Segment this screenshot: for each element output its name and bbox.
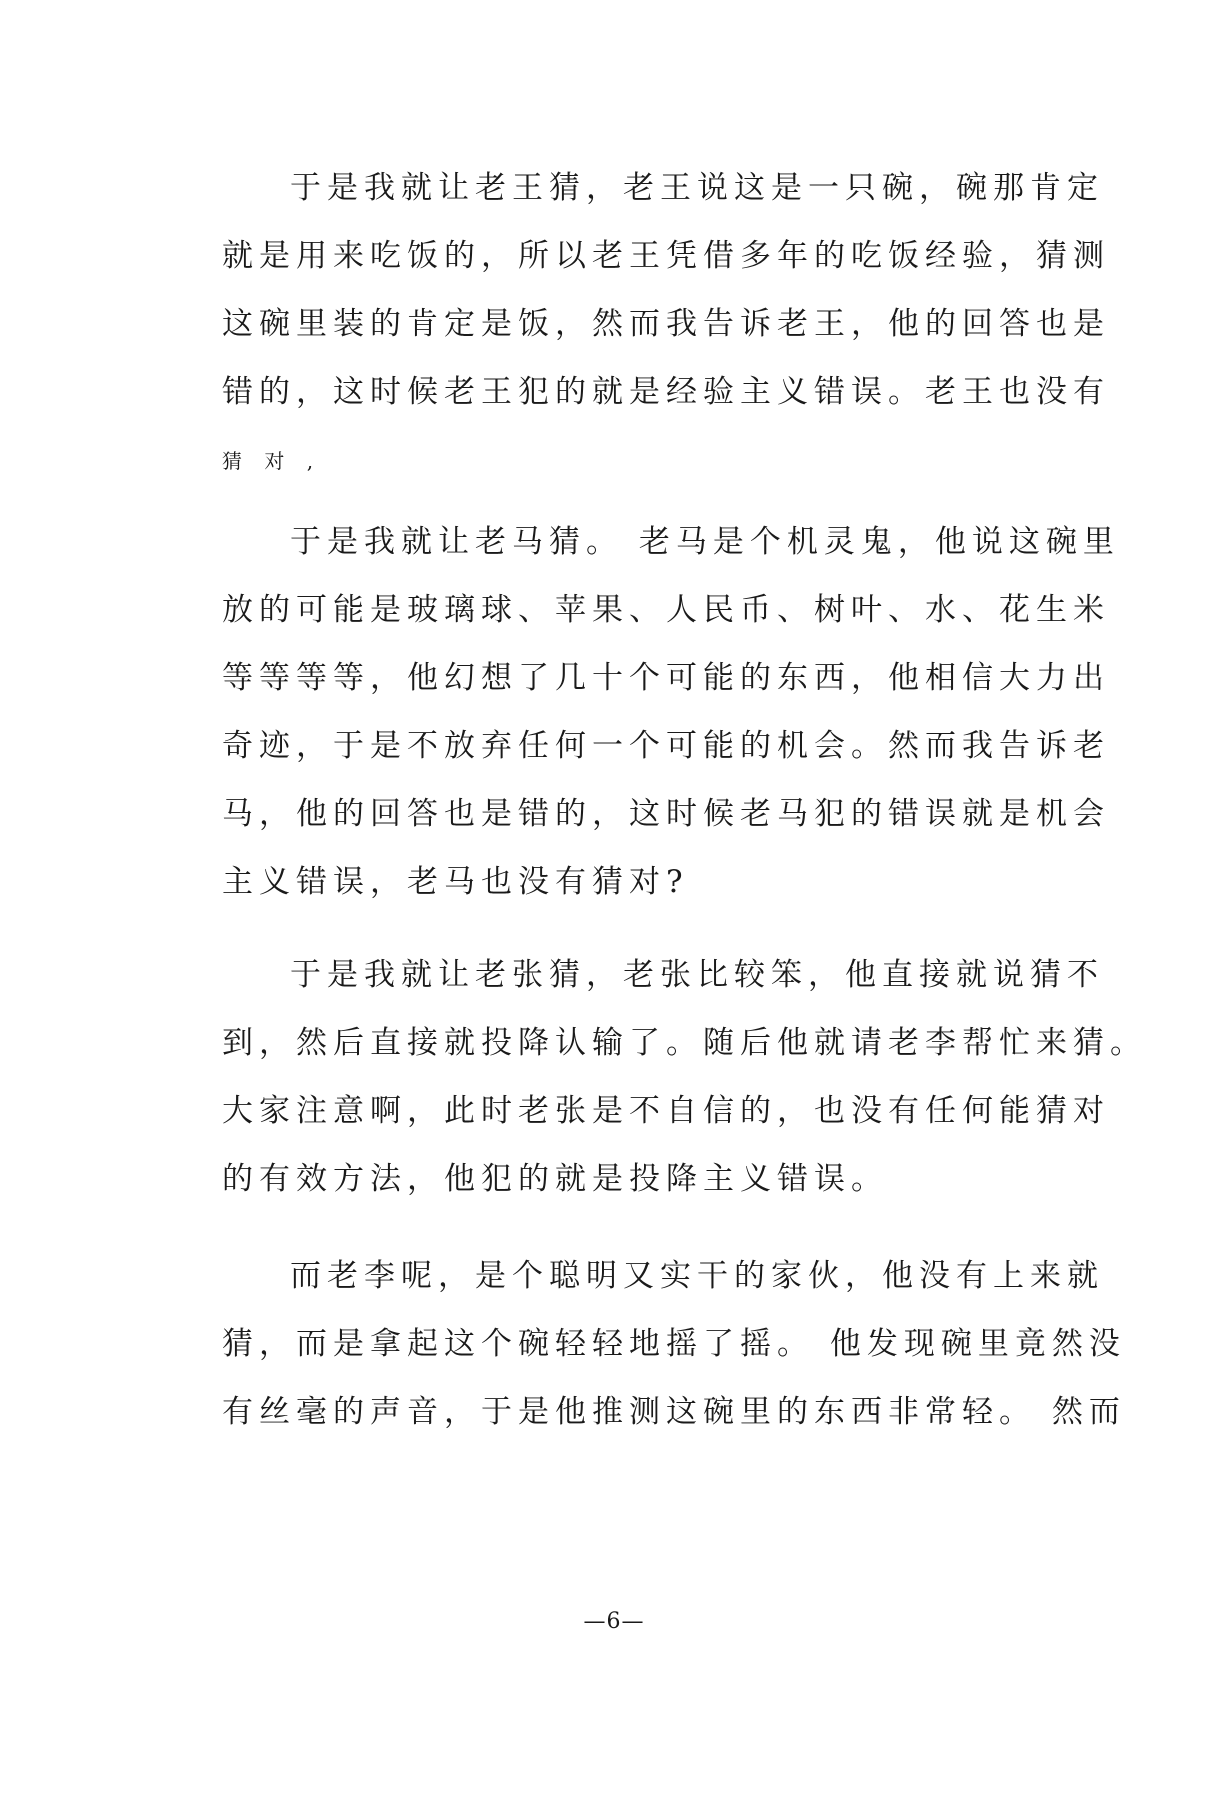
paragraph-2-line-2: 放的可能是玻璃球、苹果、人民币、树叶、水、花生米 [222, 592, 1110, 628]
paragraph-2-line-6: 主义错误，老马也没有猜对? [222, 864, 689, 900]
paragraph-3-line-3: 大家注意啊，此时老张是不自信的，也没有任何能猜对 [222, 1093, 1110, 1129]
page-number: —6— [583, 1609, 645, 1634]
paragraph-3-line-4: 的有效方法，他犯的就是投降主义错误。 [222, 1161, 888, 1197]
paragraph-2-line-3: 等等等等，他幻想了几十个可能的东西，他相信大力出 [222, 660, 1110, 696]
paragraph-4-line-1: 而老李呢，是个聪明又实干的家伙，他没有上来就 [290, 1258, 1104, 1294]
paragraph-1-line-5: 猜 对 , [222, 449, 322, 473]
paragraph-1-line-2: 就是用来吃饭的，所以老王凭借多年的吃饭经验，猜测 [222, 238, 1110, 274]
paragraph-2-line-1: 于是我就让老马猜。 老马是个机灵鬼，他说这碗里 [290, 524, 1120, 560]
paragraph-2-line-5: 马，他的回答也是错的，这时候老马犯的错误就是机会 [222, 796, 1110, 832]
paragraph-1-line-4: 错的，这时候老王犯的就是经验主义错误。老王也没有 [222, 374, 1110, 410]
paragraph-1-line-1: 于是我就让老王猜，老王说这是一只碗，碗那肯定 [290, 170, 1104, 206]
paragraph-3-line-2: 到，然后直接就投降认输了。随后他就请老李帮忙来猜。 [222, 1025, 1147, 1061]
paragraph-3-line-1: 于是我就让老张猜，老张比较笨，他直接就说猜不 [290, 957, 1104, 993]
paragraph-4-line-3: 有丝毫的声音，于是他推测这碗里的东西非常轻。 然而 [222, 1394, 1126, 1430]
paragraph-1-line-3: 这碗里装的肯定是饭，然而我告诉老王，他的回答也是 [222, 306, 1110, 342]
paragraph-4-line-2: 猜，而是拿起这个碗轻轻地摇了摇。 他发现碗里竟然没 [222, 1326, 1126, 1362]
paragraph-2-line-4: 奇迹，于是不放弃任何一个可能的机会。然而我告诉老 [222, 728, 1110, 764]
